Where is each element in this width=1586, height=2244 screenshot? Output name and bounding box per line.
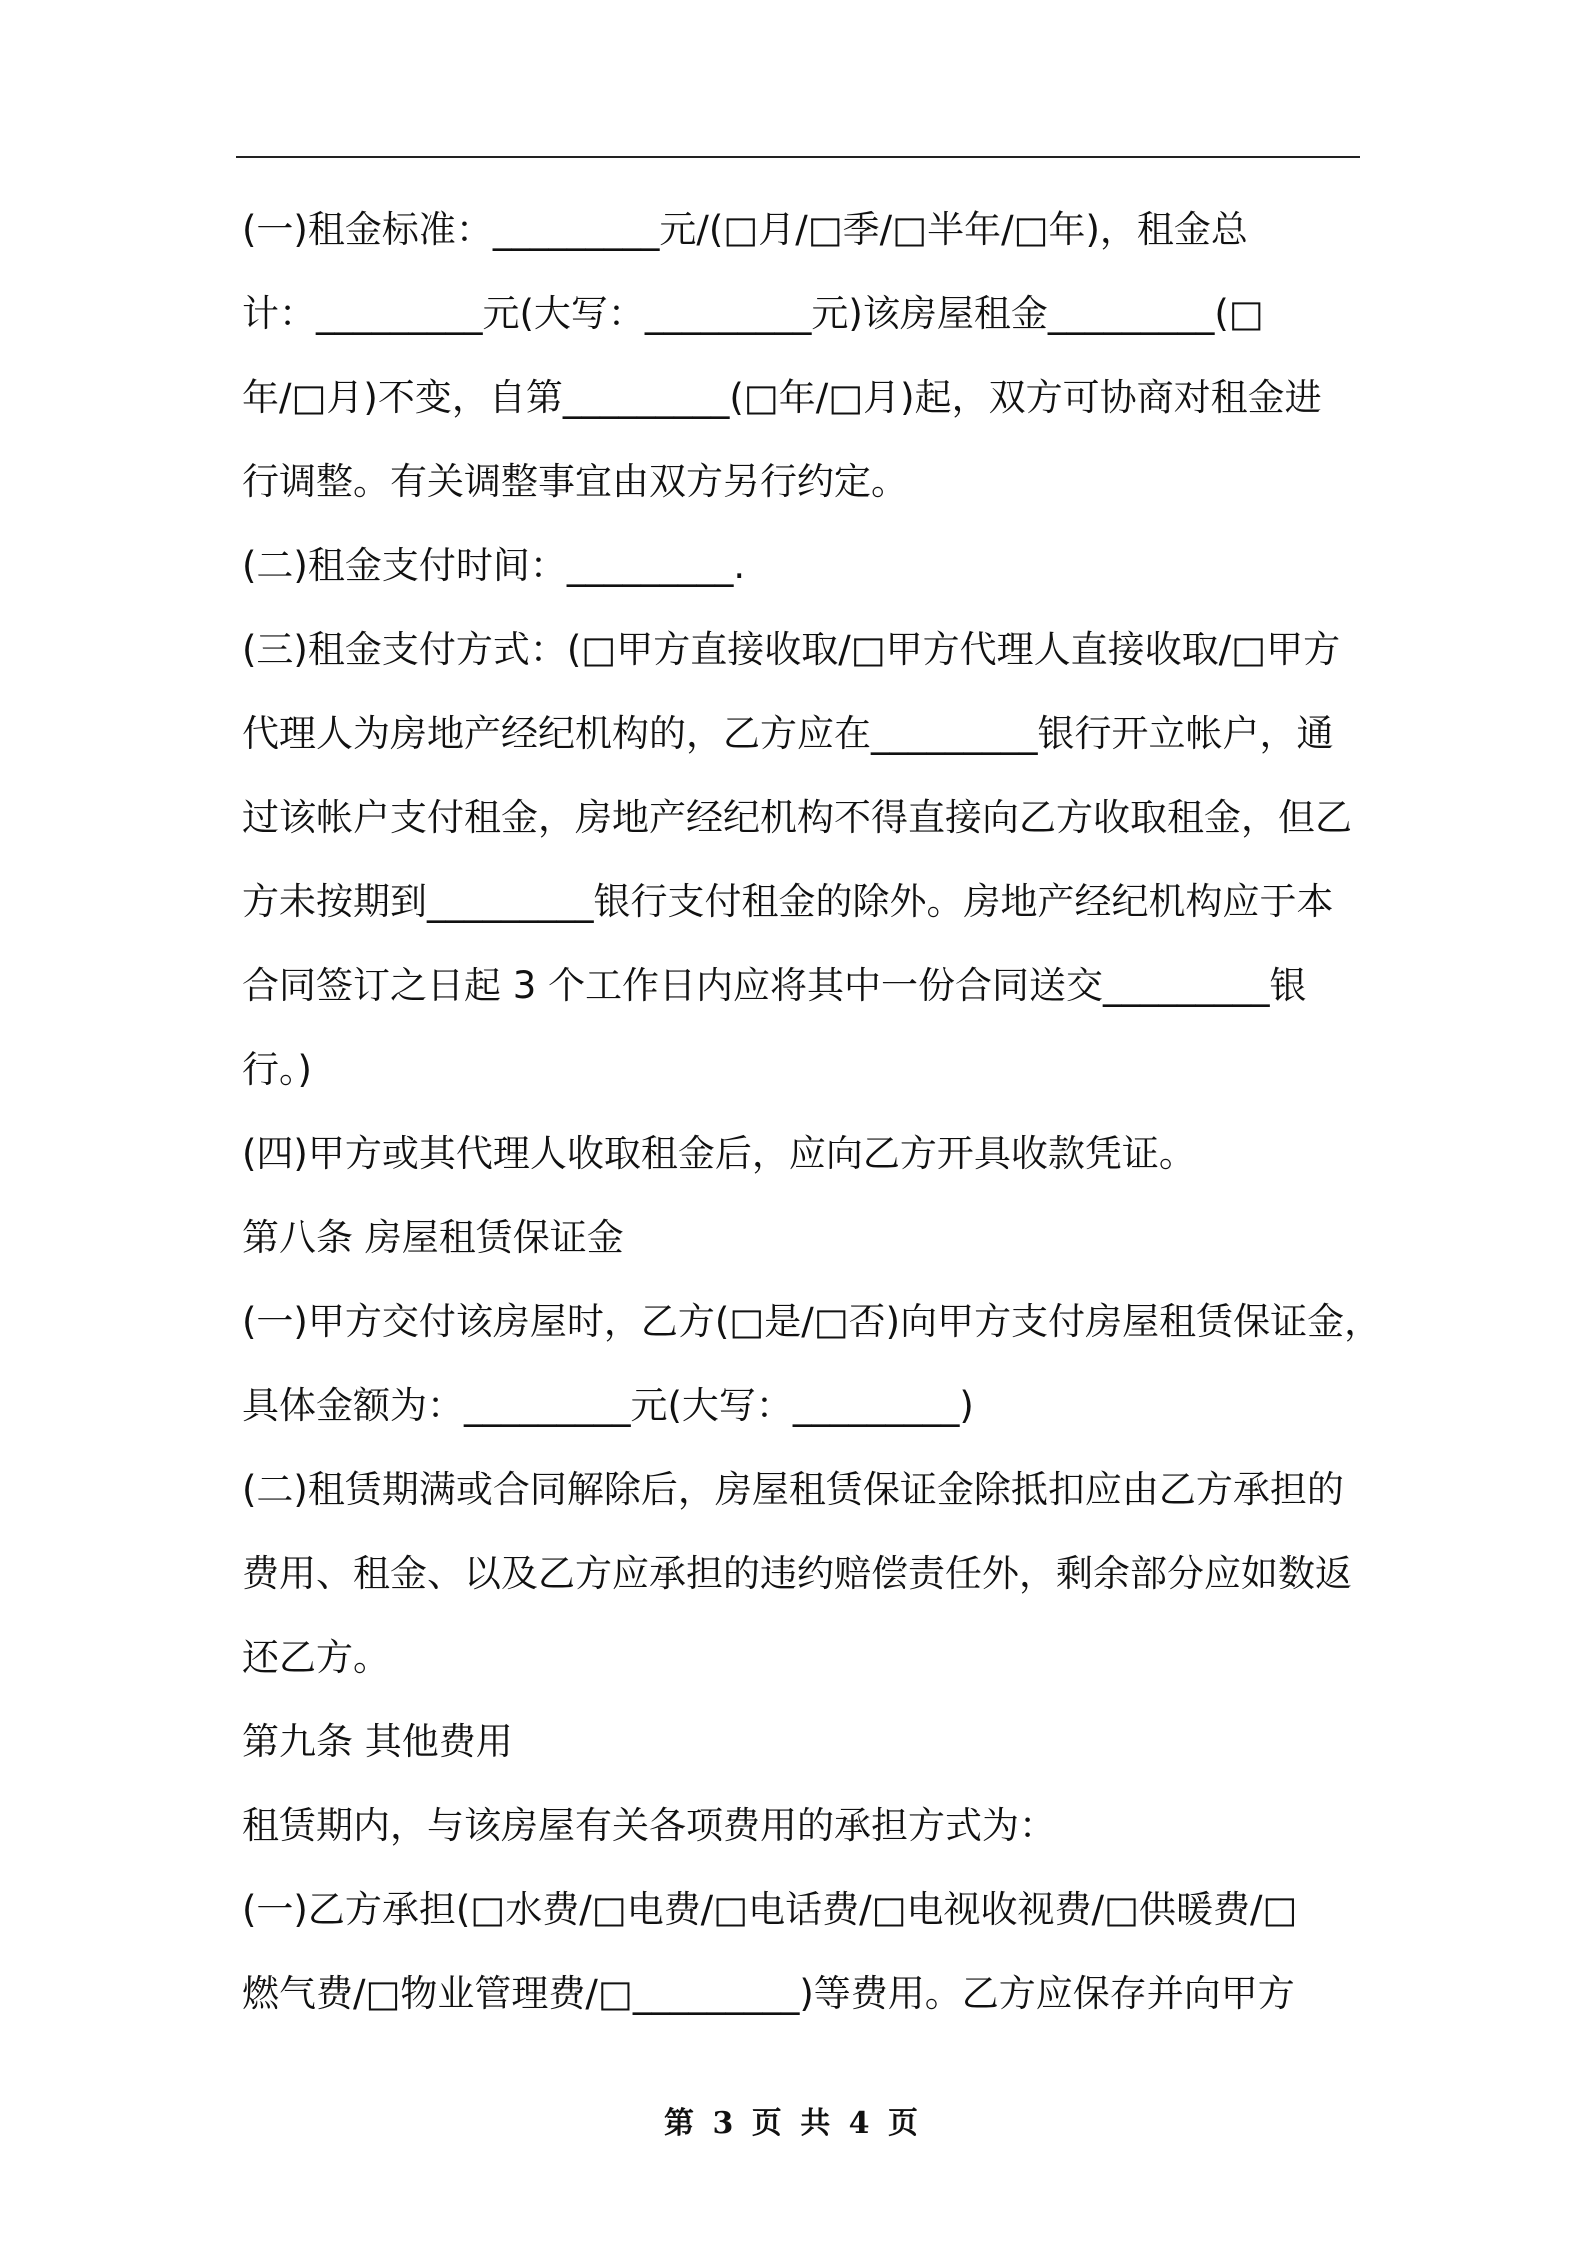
text-line: 计：_________元(大写：_________元)该房屋租金_________(□: [242, 292, 1264, 335]
document-body: [242, 188, 1382, 2036]
text-line: 费用、租金、以及乙方应承担的违约赔偿责任外，剩余部分应如数返: [242, 1552, 1352, 1595]
text-line: (二)租金支付时间：_________.: [242, 544, 746, 587]
text-line: 还乙方。: [242, 1636, 390, 1679]
text-line: 行调整。有关调整事宜由双方另行约定。: [242, 460, 908, 503]
text-line: 过该帐户支付租金，房地产经纪机构不得直接向乙方收取租金，但乙: [242, 796, 1352, 839]
page-number: 第 3 页 共 4 页: [664, 2106, 922, 2141]
section-heading: 第八条 房屋租赁保证金: [242, 1216, 624, 1259]
text-line: 行。): [242, 1048, 312, 1091]
text-line: 具体金额为：_________元(大写：_________): [242, 1384, 974, 1427]
text-line: (一)租金标准：_________元/(□月/□季/□半年/□年)，租金总: [242, 208, 1248, 251]
text-line: (三)租金支付方式：(□甲方直接收取/□甲方代理人直接收取/□甲方: [242, 628, 1341, 671]
header-rule: [236, 156, 1360, 158]
text-line: (一)甲方交付该房屋时，乙方(□是/□否)向甲方支付房屋租赁保证金，: [242, 1300, 1382, 1343]
section-heading: 第九条 其他费用: [242, 1720, 513, 1763]
text-line: 租赁期内，与该房屋有关各项费用的承担方式为：: [242, 1804, 1056, 1847]
text-line: (四)甲方或其代理人收取租金后，应向乙方开具收款凭证。: [242, 1132, 1196, 1175]
text-line: 合同签订之日起 3 个工作日内应将其中一份合同送交_________银: [242, 964, 1307, 1007]
text-line: 方未按期到_________银行支付租金的除外。房地产经纪机构应于本: [242, 880, 1334, 923]
text-line: 燃气费/□物业管理费/□_________)等费用。乙方应保存并向甲方: [242, 1972, 1295, 2015]
text-line: 年/□月)不变，自第_________(□年/□月)起，双方可协商对租金进: [242, 376, 1322, 419]
text-line: (一)乙方承担(□水费/□电费/□电话费/□电视收视费/□供暖费/□: [242, 1888, 1298, 1931]
text-line: (二)租赁期满或合同解除后，房屋租赁保证金除抵扣应由乙方承担的: [242, 1468, 1344, 1511]
text-line: 代理人为房地产经纪机构的，乙方应在_________银行开立帐户，通: [242, 712, 1334, 755]
